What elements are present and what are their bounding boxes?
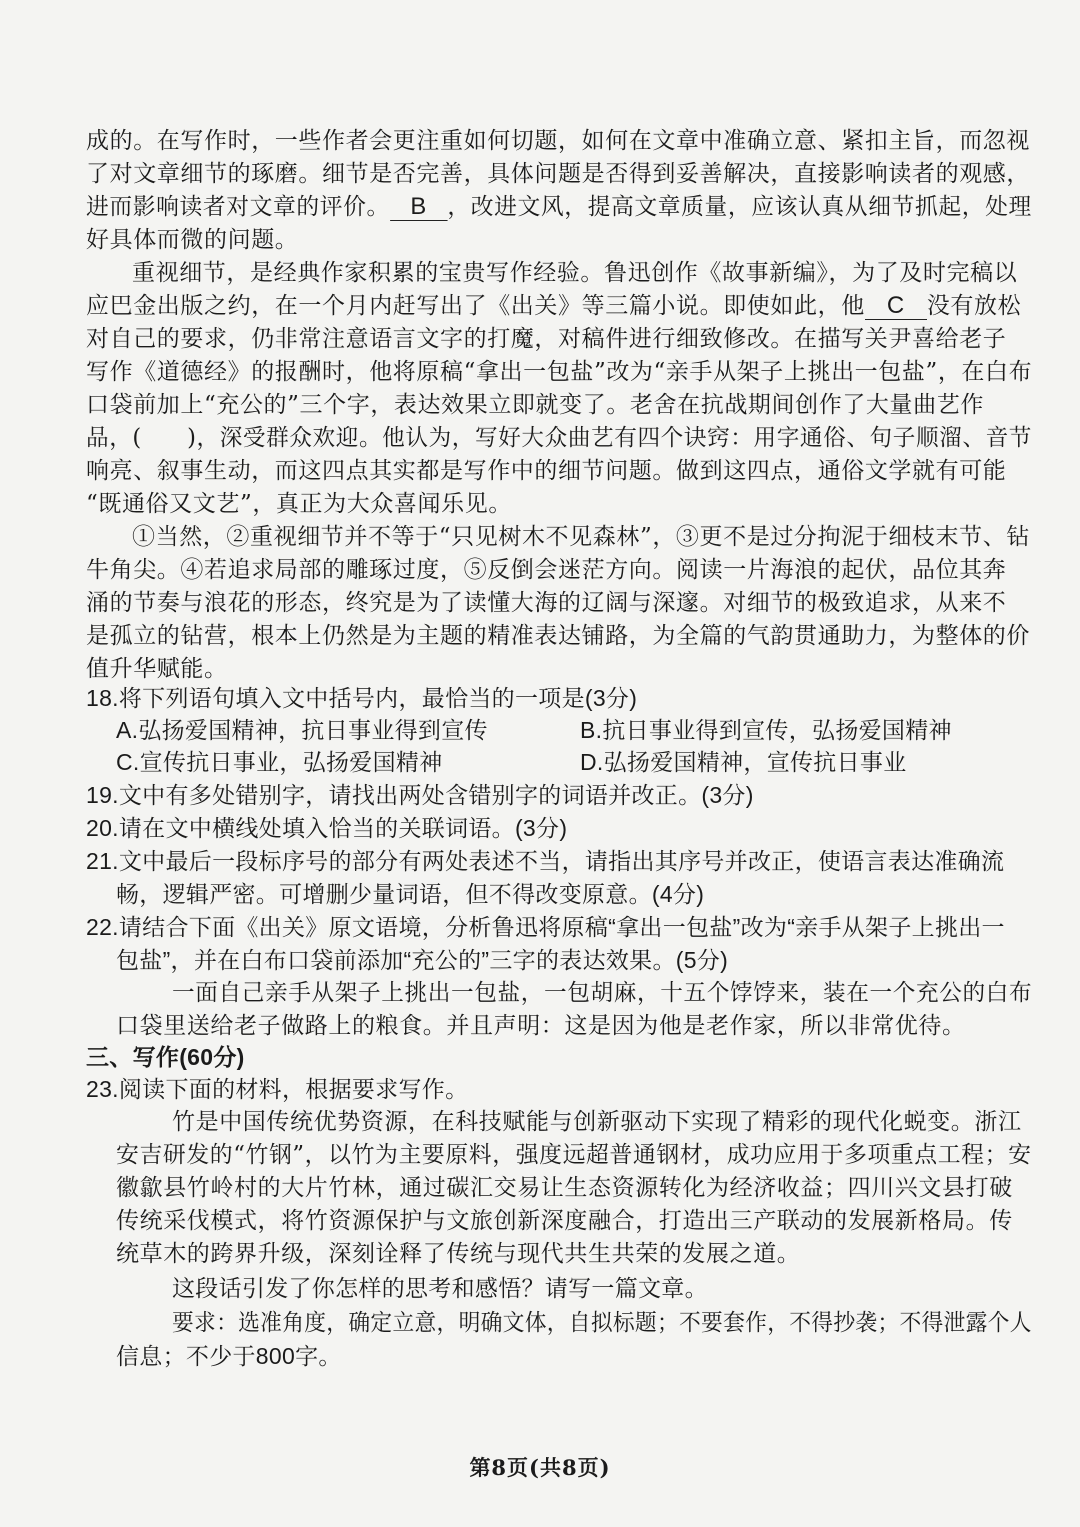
passage-p1-line3b: ，改进文风，提高文章质量，应该认真从细节抓起，处理 bbox=[447, 194, 1032, 220]
passage-p1-line3a: 进而影响读者对文章的评价。 bbox=[86, 194, 390, 220]
q18-option-a: A.弘扬爱国精神，抗日事业得到宣传 bbox=[116, 717, 488, 743]
blank-b: B bbox=[390, 194, 447, 221]
material-line4: 传统采伐模式，将竹资源保护与文旅创新深度融合，打造出三产联动的发展新格局。传 bbox=[116, 1208, 1013, 1234]
passage-p3-line5: 值升华赋能。 bbox=[86, 656, 228, 682]
passage-p2-line1: 重视细节，是经典作家积累的宝贵写作经验。鲁迅创作《故事新编》，为了及时完稿以 bbox=[132, 260, 1018, 286]
passage-p3-line2: 牛角尖。④若追求局部的雕琢过度，⑤反倒会迷茫方向。阅读一片海浪的起伏，品位其奔 bbox=[86, 557, 1007, 583]
material-line1: 竹是中国传统优势资源，在科技赋能与创新驱动下实现了精彩的现代化蜕变。浙江 bbox=[172, 1109, 1022, 1135]
passage-p2-line3: 对自己的要求，仍非常注意语言文字的打魔，对稿件进行细致修改。在描写关尹喜给老子 bbox=[86, 326, 1007, 352]
q22-quote-line1: 一面自己亲手从架子上挑出一包盐，一包胡麻，十五个饽饽来，装在一个充公的白布 bbox=[172, 980, 1033, 1006]
q22-line2: 包盐”，并在白布口袋前添加“充公的”三字的表达效果。(5分) bbox=[116, 947, 729, 973]
passage-p2-line6b: )，深受群众欢迎。他认为，写好大众曲艺有四个诀窍：用字通俗、句子顺溜、音节 bbox=[187, 425, 1032, 451]
q18-option-b: B.抗日事业得到宣传，弘扬爱国精神 bbox=[580, 717, 952, 743]
passage-p1-line2: 了对文章细节的琢磨。细节是否完善，具体问题是否得到妥善解决，直接影响读者的观感， bbox=[86, 161, 1030, 187]
passage-p2-line2a: 应巴金出版之约，在一个月内赶写出了《出关》等三篇小说。即使如此，他 bbox=[86, 293, 865, 319]
passage-p2-line8: “既通俗又文艺”，真正为大众喜闻乐见。 bbox=[86, 491, 512, 517]
passage-p1-line4: 好具体而微的问题。 bbox=[86, 227, 299, 253]
q18-option-d: D.弘扬爱国精神，宣传抗日事业 bbox=[580, 749, 907, 775]
q20-stem: 20.请在文中横线处填入恰当的关联词语。(3分) bbox=[86, 815, 568, 841]
q21-line1: 21.文中最后一段标序号的部分有两处表述不当，请指出其序号并改正，使语言表达准确流 bbox=[86, 848, 1005, 874]
q18-stem: 18.将下列语句填入文中括号内，最恰当的一项是(3分) bbox=[86, 685, 638, 711]
passage-p2-line6a: 品，( bbox=[86, 425, 142, 451]
passage-p2-line7: 响亮、叙事生动，而这四点其实都是写作中的细节问题。做到这四点，通俗文学就有可能 bbox=[86, 458, 1007, 484]
material-line5: 统草木的跨界升级，深刻诠释了传统与现代共生共荣的发展之道。 bbox=[116, 1241, 801, 1267]
passage-p3-line4: 是孤立的钻营，根本上仍然是为主题的精准表达铺路，为全篇的气韵贯通助力，为整体的价 bbox=[86, 623, 1030, 649]
passage-p2-line2 bbox=[86, 290, 1021, 322]
passage-p2-line5: 口袋前加上“充公的”三个字，表达效果立即就变了。老舍在抗战期间创作了大量曲艺作 bbox=[86, 392, 984, 418]
writing-prompt: 这段话引发了你怎样的思考和感悟？请写一篇文章。 bbox=[172, 1275, 708, 1301]
q22-quote-line2: 口袋里送给老子做路上的粮食。并且声明：这是因为他是老作家，所以非常优待。 bbox=[116, 1013, 966, 1039]
writing-section-header: 三、写作(60分) bbox=[86, 1044, 245, 1070]
blank-c: C bbox=[865, 293, 927, 320]
material-line2: 安吉研发的“竹钢”，以竹为主要原料，强度远超普通钢材，成功应用于多项重点工程；安 bbox=[116, 1142, 1032, 1168]
q22-line1: 22.请结合下面《出关》原文语境，分析鲁迅将原稿“拿出一包盐”改为“亲手从架子上挑出一 bbox=[86, 914, 1005, 940]
passage-p2-line4: 写作《道德经》的报酬时，他将原稿“拿出一包盐”改为“亲手从架子上挑出一包盐”，在白布 bbox=[86, 359, 1033, 385]
q23-stem: 23.阅读下面的材料，根据要求写作。 bbox=[86, 1076, 469, 1102]
page-number-footer: 第8页(共8页) bbox=[469, 1455, 611, 1480]
q18-option-c: C.宣传抗日事业，弘扬爱国精神 bbox=[116, 749, 443, 775]
writing-requirements-line2: 信息；不少于800字。 bbox=[116, 1343, 342, 1369]
q19-stem: 19.文中有多处错别字，请找出两处含错别字的词语并改正。(3分) bbox=[86, 782, 754, 808]
passage-p2-line2b: 没有放松 bbox=[926, 293, 1022, 319]
passage-p3-line1: ①当然，②重视细节并不等于“只见树木不见森林”，③更不是过分拘泥于细枝末节、钻 bbox=[132, 524, 1030, 550]
q21-line2: 畅，逻辑严密。可增删少量词语，但不得改变原意。(4分) bbox=[116, 881, 705, 907]
passage-p3-line3: 涌的节奏与浪花的形态，终究是为了读懂大海的辽阔与深邃。对细节的极致追求，从来不 bbox=[86, 590, 1007, 616]
writing-requirements-line1: 要求：选准角度，确定立意，明确文体，自拟标题；不要套作，不得抄袭；不得泄露个人 bbox=[172, 1309, 1032, 1335]
passage-p1-line1: 成的。在写作时，一些作者会更注重如何切题，如何在文章中准确立意、紧扣主旨，而忽视 bbox=[86, 128, 1030, 154]
passage-p1-line3 bbox=[86, 191, 1032, 223]
material-line3: 徽歙县竹岭村的大片竹林，通过碳汇交易让生态资源转化为经济收益；四川兴文县打破 bbox=[116, 1175, 1013, 1201]
passage-p2-line6 bbox=[86, 422, 1032, 454]
